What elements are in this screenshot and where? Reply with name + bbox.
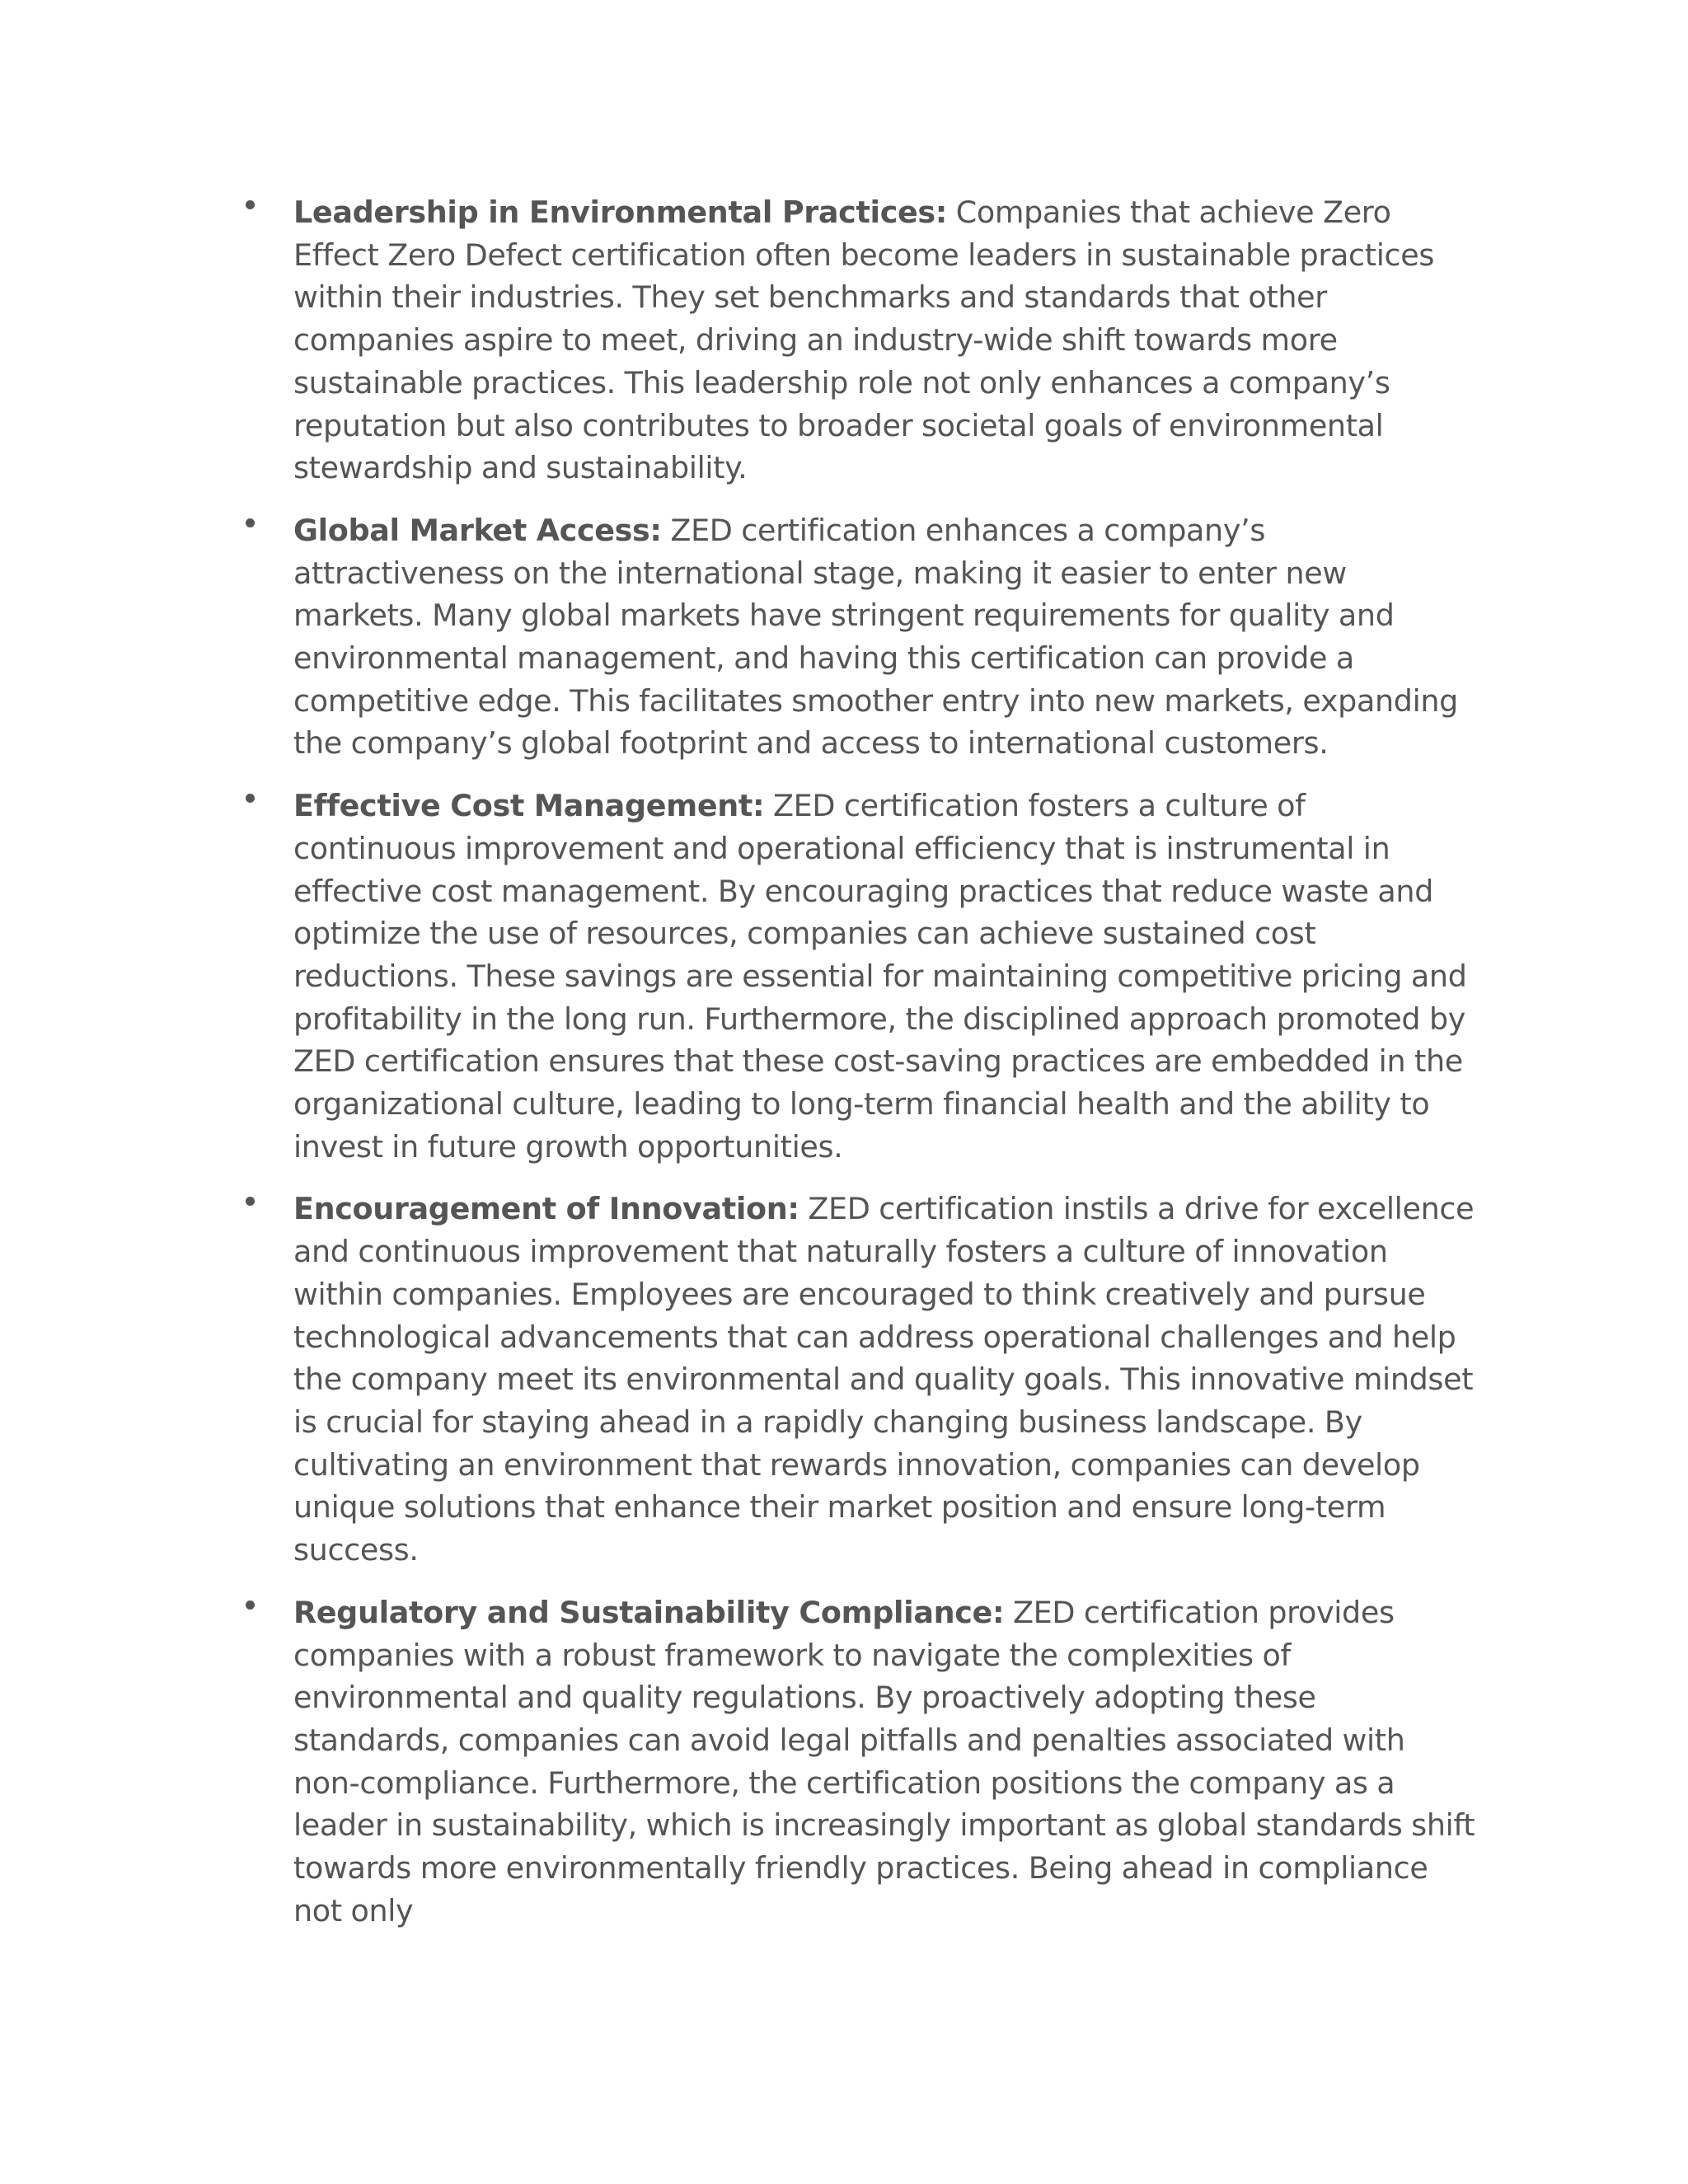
bullet-icon	[246, 200, 255, 209]
list-item	[239, 509, 1475, 765]
bullet-list	[239, 191, 1475, 1952]
list-item-description: ZED certification provides companies with a robust framework to navigate the complexities of environmental and quality regulations. By proactively adopting these standards, companies can avoid legal pitfalls and penalties associated with non-compliance. Furthermore, the certification positions the company as a leader in sustainability, which is increasingly important as global standards shift towards more environmentally friendly practices. Being ahead in compliance not only	[293, 1594, 1475, 1929]
list-item-description: ZED certification enhances a company’s attractiveness on the international stage, making it easier to enter new markets. Many global markets have stringent requirements for quality and environmental management, and having this certification can provide a competitive edge. This facilitates smoother entry into new markets, expanding the company’s global footprint and access to international customers.	[293, 512, 1458, 762]
list-item-description: ZED certification instils a drive for excellence and continuous improvement that naturally fosters a culture of innovation within companies. Employees are encouraged to think creatively and pursue technological advancements that can address operational challenges and help the company meet its environmental and quality goals. This innovative mindset is crucial for staying ahead in a rapidly changing business landscape. By cultivating an environment that rewards innovation, companies can develop unique solutions that enhance their market position and ensure long-term success.	[293, 1191, 1475, 1568]
list-item-text	[293, 785, 1475, 1168]
list-item-term: Global Market Access:	[293, 512, 662, 548]
bullet-icon	[246, 1197, 255, 1206]
list-item-term: Leadership in Environmental Practices:	[293, 194, 948, 230]
list-item-description: ZED certification fosters a culture of continuous improvement and operational efficiency that is instrumental in effective cost management. By encouraging practices that reduce waste and optimize the use of resources, companies can achieve sustained cost reductions. These savings are essential for maintaining competitive pricing and profitability in the long run. Furthermore, the disciplined approach promoted by ZED certification ensures that these cost-saving practices are embedded in the organizational culture, leading to long-term financial health and the ability to invest in future growth opportunities.	[293, 788, 1467, 1165]
bullet-icon	[246, 1601, 255, 1610]
list-item-text	[293, 1591, 1475, 1933]
bullet-icon	[246, 518, 255, 527]
list-item	[239, 191, 1475, 490]
list-item-term: Regulatory and Sustainability Compliance:	[293, 1594, 1005, 1630]
list-item-term: Encouragement of Innovation:	[293, 1191, 799, 1227]
list-item	[239, 1188, 1475, 1571]
list-item	[239, 1591, 1475, 1933]
list-item-text	[293, 509, 1475, 765]
bullet-icon	[246, 794, 255, 803]
list-item-term: Effective Cost Management:	[293, 788, 765, 824]
list-item-description: Companies that achieve Zero Effect Zero Defect certification often become leaders in sustainable practices within their industries. They set benchmarks and standards that other companies aspire to meet, driving an industry-wide shift towards more sustainable practices. This leadership role not only enhances a company’s reputation but also contributes to broader societal goals of environmental stewardship and sustainability.	[293, 194, 1435, 486]
list-item-text	[293, 1188, 1475, 1571]
list-item	[239, 785, 1475, 1168]
list-item-text	[293, 191, 1475, 490]
